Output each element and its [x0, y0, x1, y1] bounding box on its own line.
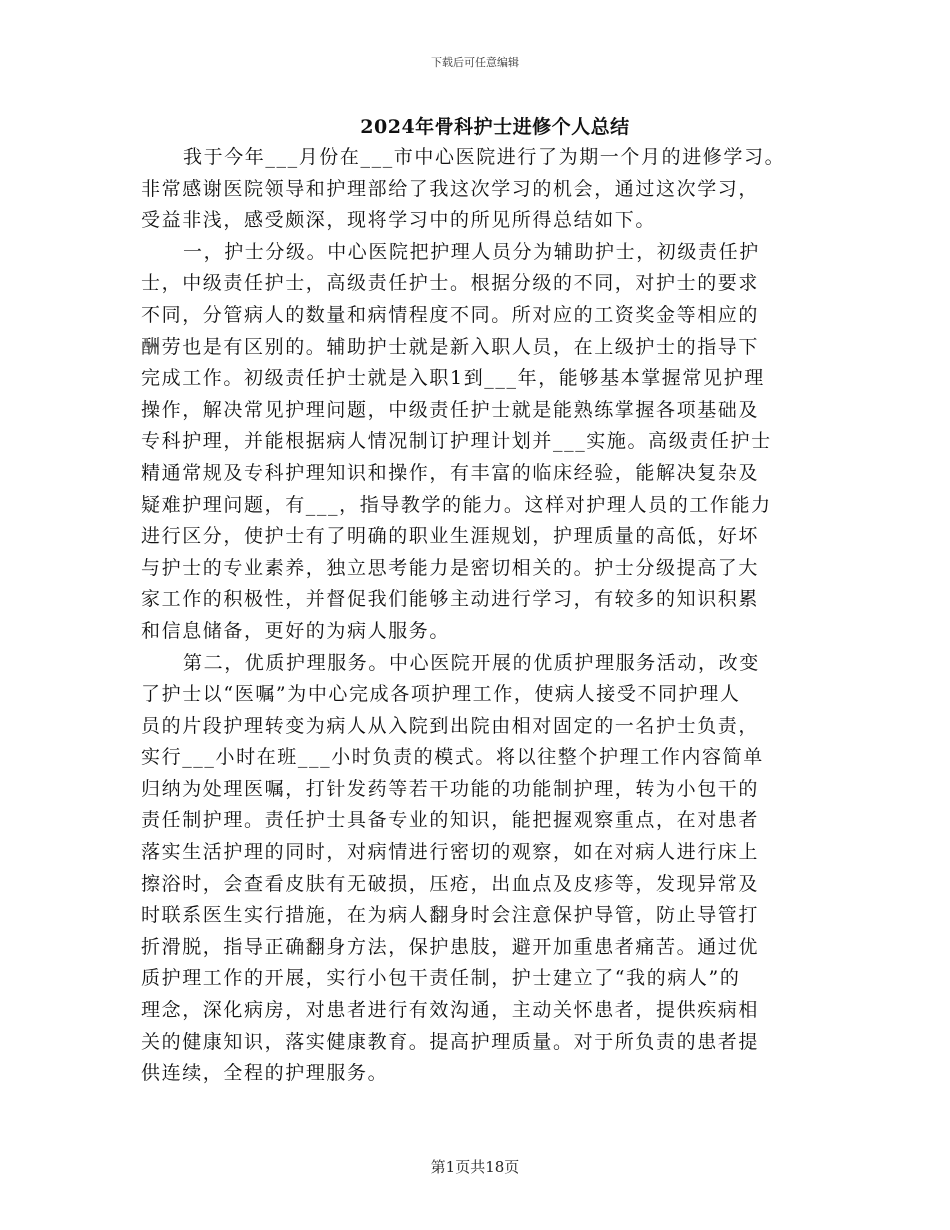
paragraph-line: 酬劳也是有区别的。辅助护士就是新入职人员，在上级护士的指导下 — [141, 335, 760, 358]
document-body — [141, 142, 813, 1090]
paragraph-line: 操作，解决常见护理问题，中级责任护士就是能熟练掌握各项基础及 — [141, 398, 760, 421]
paragraph-line: 时联系医生实行措施，在为病人翻身时会注意保护导管，防止导管打 — [141, 904, 760, 927]
paragraph-line: 质护理工作的开展，实行小包干责任制，护士建立了“我的病人”的 — [141, 967, 741, 990]
paragraph-line: 疑难护理问题，有___，指导教学的能力。这样对护理人员的工作能力 — [141, 493, 772, 516]
paragraph-line: 理念，深化病房，对患者进行有效沟通，主动关怀患者，提供疾病相 — [141, 999, 760, 1022]
paragraph-line: 不同，分管病人的数量和病情程度不同。所对应的工资奖金等相应的 — [141, 303, 760, 326]
paragraph-line: 实行___小时在班___小时负责的模式。将以往整个护理工作内容简单 — [141, 746, 764, 769]
paragraph-line: 非常感谢医院领导和护理部给了我这次学习的机会，通过这次学习， — [141, 177, 760, 200]
paragraph-line: 了护士以“医嘱”为中心完成各项护理工作，使病人接受不同护理人 — [141, 683, 741, 706]
paragraph-line: 进行区分，使护士有了明确的职业生涯规划，护理质量的高低，好坏 — [141, 525, 760, 548]
paragraph-line: 与护士的专业素养，独立思考能力是密切相关的。护士分级提高了大 — [141, 556, 760, 579]
paragraph-line: 我于今年___月份在___市中心医院进行了为期一个月的进修学习。 — [183, 146, 786, 168]
header-note: 下载后可任意编辑 — [431, 56, 519, 69]
paragraph-line: 关的健康知识，落实健康教育。提高护理质量。对于所负责的患者提 — [141, 1030, 760, 1053]
paragraph-line: 士，中级责任护士，高级责任护士。根据分级的不同，对护士的要求 — [141, 272, 760, 295]
paragraph-line: 精通常规及专科护理知识和操作，有丰富的临床经验，能解决复杂及 — [141, 461, 760, 484]
paragraph-line: 专科护理，并能根据病人情况制订护理计划并___实施。高级责任护士 — [141, 430, 772, 453]
paragraph-line: 折滑脱，指导正确翻身方法，保护患肢，避开加重患者痛苦。通过优 — [141, 935, 760, 958]
page-footer: 第1页共18页 — [430, 1158, 520, 1176]
paragraph-line: 供连续，全程的护理服务。 — [141, 1062, 389, 1085]
paragraph-line: 一，护士分级。中心医院把护理人员分为辅助护士，初级责任护 — [183, 240, 760, 263]
paragraph-line: 和信息储备，更好的为病人服务。 — [141, 619, 451, 642]
document-title: 2024年骨科护士进修个人总结 — [360, 116, 630, 138]
paragraph-line: 擦浴时，会查看皮肤有无破损，压疮，出血点及皮疹等，发现异常及 — [141, 872, 760, 895]
paragraph-line: 员的片段护理转变为病人从入院到出院由相对固定的一名护士负责， — [141, 714, 760, 737]
paragraph-line: 受益非浅，感受颇深，现将学习中的所见所得总结如下。 — [141, 209, 657, 232]
paragraph-line: 第二，优质护理服务。中心医院开展的优质护理服务活动，改变 — [183, 651, 760, 674]
paragraph-line: 归纳为处理医嘱，打针发药等若干功能的功能制护理，转为小包干的 — [141, 777, 760, 800]
paragraph-line: 落实生活护理的同时，对病情进行密切的观察，如在对病人进行床上 — [141, 841, 760, 864]
paragraph-line: 责任制护理。责任护士具备专业的知识，能把握观察重点，在对患者 — [141, 809, 760, 832]
paragraph-line: 家工作的积极性，并督促我们能够主动进行学习，有较多的知识积累 — [141, 588, 760, 611]
paragraph-line: 完成工作。初级责任护士就是入职1到___年，能够基本掌握常见护理 — [141, 367, 765, 390]
